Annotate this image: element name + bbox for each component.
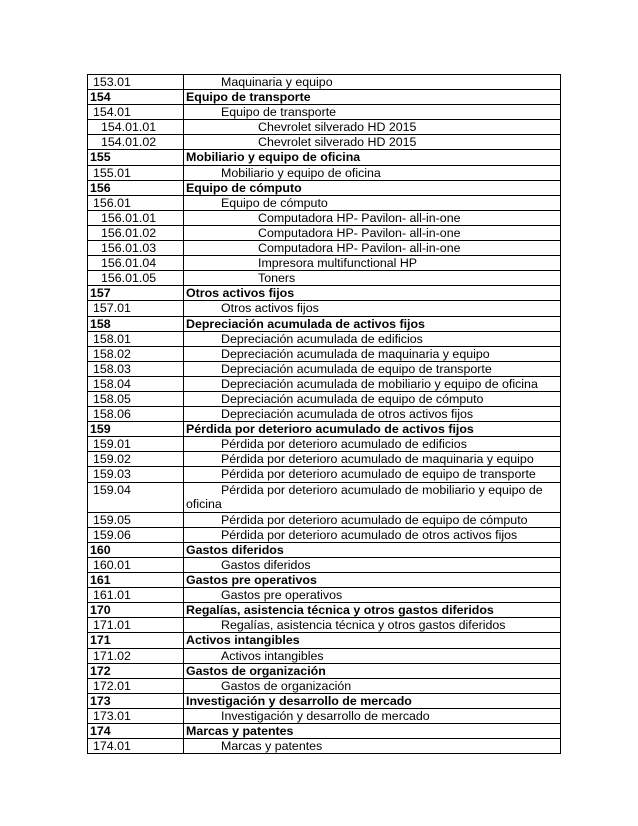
account-description-cell [184,603,561,618]
account-description-cell [184,678,561,693]
account-row [88,588,561,603]
account-code: 156.01.05 [88,271,184,286]
account-description: Computadora HP- Pavilon- all-in-one [258,210,461,225]
account-description-cell [184,693,561,708]
account-group-row [88,693,561,708]
account-description-cell [184,573,561,588]
account-description: Pérdida por deterioro acumulado de mobiliario y equipo de oficina [186,482,543,512]
account-description-cell [184,120,561,135]
account-code: 153.01 [88,75,184,90]
account-description: Mobiliario y equipo de oficina [186,150,361,165]
account-code: 155 [88,150,184,165]
account-description: Pérdida por deterioro acumulado de equipo de transporte [221,467,536,482]
account-description-cell [184,105,561,120]
account-code: 156.01.02 [88,225,184,240]
account-description-cell [184,165,561,180]
account-description-cell [184,391,561,406]
account-description: Equipo de cómputo [221,195,328,210]
account-row [88,271,561,286]
account-code: 154 [88,90,184,105]
account-code: 157 [88,286,184,301]
account-group-row [88,180,561,195]
account-description-cell [184,452,561,467]
account-description-cell [184,316,561,331]
account-description: Depreciación acumulada de mobiliario y equipo de oficina [221,376,538,391]
account-row [88,301,561,316]
account-description: Gastos de organización [186,663,326,678]
account-row [88,648,561,663]
account-description-cell [184,437,561,452]
account-code: 158.02 [88,346,184,361]
account-row [88,331,561,346]
account-description-cell [184,331,561,346]
account-description-cell [184,225,561,240]
account-description-cell [184,301,561,316]
account-group-row [88,316,561,331]
account-description: Gastos pre operativos [221,588,343,603]
account-description: Equipo de transporte [221,105,337,120]
account-description-cell [184,739,561,754]
account-description-cell [184,241,561,256]
account-description: Depreciación acumulada de maquinaria y equipo [221,346,490,361]
account-code: 170 [88,603,184,618]
account-row [88,361,561,376]
account-group-row [88,633,561,648]
account-code: 159.01 [88,437,184,452]
account-row [88,437,561,452]
account-description: Depreciación acumulada de otros activos fijos [221,407,474,422]
account-description: Depreciación acumulada de equipo de transporte [221,361,492,376]
account-description: Gastos diferidos [186,542,284,557]
account-row [88,678,561,693]
account-row [88,467,561,482]
account-description: Computadora HP- Pavilon- all-in-one [258,241,461,256]
account-group-row [88,422,561,437]
account-description-cell [184,467,561,482]
account-code: 156 [88,180,184,195]
account-description: Equipo de transporte [186,90,311,105]
account-row [88,346,561,361]
account-code: 159.04 [88,482,184,512]
account-description-cell [184,286,561,301]
account-description-cell [184,195,561,210]
account-code: 154.01.02 [88,135,184,150]
account-description-cell [184,558,561,573]
account-code: 158.04 [88,376,184,391]
account-description-cell [184,135,561,150]
account-description: Investigación y desarrollo de mercado [186,693,412,708]
account-code: 160 [88,542,184,557]
account-row [88,527,561,542]
account-description: Otros activos fijos [221,301,319,316]
account-row [88,165,561,180]
account-row [88,739,561,754]
account-description-cell [184,210,561,225]
account-row [88,75,561,90]
account-code: 158.06 [88,407,184,422]
account-row [88,105,561,120]
account-code: 157.01 [88,301,184,316]
account-description-cell [184,361,561,376]
account-code: 172.01 [88,678,184,693]
account-description: Pérdida por deterioro acumulado de edificios [221,437,467,452]
account-row [88,120,561,135]
account-description: Investigación y desarrollo de mercado [221,708,430,723]
account-code: 158.03 [88,361,184,376]
account-row [88,407,561,422]
account-description-cell [184,150,561,165]
account-description: Marcas y patentes [186,724,294,739]
account-row [88,241,561,256]
account-row [88,210,561,225]
account-code: 154.01 [88,105,184,120]
account-row [88,512,561,527]
account-description: Maquinaria y equipo [221,75,333,89]
account-description-cell [184,90,561,105]
account-code: 171 [88,633,184,648]
account-description-cell [184,633,561,648]
account-code: 156.01 [88,195,184,210]
account-code: 161.01 [88,588,184,603]
account-description: Impresora multifunctional HP [258,256,418,271]
account-description-cell [184,588,561,603]
account-description-cell [184,482,561,512]
account-description: Pérdida por deterioro acumulado de equipo de cómputo [221,512,528,527]
account-description: Depreciación acumulada de activos fijos [186,316,425,331]
account-description-cell [184,376,561,391]
account-description: Marcas y patentes [221,739,323,754]
account-row [88,391,561,406]
account-description: Gastos pre operativos [186,573,317,588]
account-group-row [88,542,561,557]
account-group-row [88,603,561,618]
account-code: 173 [88,693,184,708]
account-row [88,482,561,512]
account-code: 159.06 [88,527,184,542]
account-code: 156.01.01 [88,210,184,225]
account-code: 159.02 [88,452,184,467]
account-description: Gastos diferidos [221,558,311,572]
account-code: 155.01 [88,165,184,180]
chart-of-accounts-table [87,74,561,754]
account-code: 173.01 [88,708,184,723]
account-code: 161 [88,573,184,588]
account-description: Depreciación acumulada de equipo de cómputo [221,391,484,406]
account-description-cell [184,542,561,557]
account-description-cell [184,256,561,271]
account-code: 174.01 [88,739,184,754]
account-group-row [88,150,561,165]
account-description-cell [184,422,561,437]
account-description-cell [184,346,561,361]
account-row [88,256,561,271]
account-code: 159.03 [88,467,184,482]
account-group-row [88,286,561,301]
account-description: Mobiliario y equipo de oficina [221,165,381,180]
account-code: 158.01 [88,331,184,346]
account-code: 156.01.03 [88,241,184,256]
account-row [88,376,561,391]
account-description-cell [184,512,561,527]
account-description-cell [184,724,561,739]
account-description: Regalías, asistencia técnica y otros gastos diferidos [221,618,506,633]
account-description: Activos intangibles [221,648,324,663]
account-description: Pérdida por deterioro acumulado de activos fijos [186,422,474,437]
account-code: 154.01.01 [88,120,184,135]
account-code: 174 [88,724,184,739]
account-description-cell [184,663,561,678]
account-description: Pérdida por deterioro acumulado de otros activos fijos [221,527,518,542]
account-description-cell [184,708,561,723]
account-description: Gastos de organización [221,678,352,693]
account-code: 158.05 [88,391,184,406]
account-description: Toners [258,271,296,286]
account-description: Equipo de cómputo [186,180,302,195]
account-description-cell [184,618,561,633]
account-code: 171.02 [88,648,184,663]
account-description-cell [184,527,561,542]
account-group-row [88,90,561,105]
account-description: Activos intangibles [186,633,300,648]
account-code: 159 [88,422,184,437]
account-row [88,135,561,150]
account-description: Computadora HP- Pavilon- all-in-one [258,225,461,240]
account-code: 171.01 [88,618,184,633]
account-description: Depreciación acumulada de edificios [221,331,423,346]
account-description: Chevrolet silverado HD 2015 [258,135,417,150]
account-row [88,225,561,240]
account-row [88,452,561,467]
account-group-row [88,573,561,588]
account-code: 172 [88,663,184,678]
account-description-cell [184,180,561,195]
account-row [88,558,561,573]
account-row [88,708,561,723]
account-description-cell [184,75,561,90]
account-group-row [88,724,561,739]
account-row [88,195,561,210]
account-description: Otros activos fijos [186,286,295,301]
account-description-cell [184,407,561,422]
account-description: Pérdida por deterioro acumulado de maquinaria y equipo [221,452,534,467]
account-description-cell [184,648,561,663]
account-description: Chevrolet silverado HD 2015 [258,120,417,135]
account-code: 160.01 [88,558,184,573]
account-group-row [88,663,561,678]
accounts-table-body [88,75,561,754]
account-code: 159.05 [88,512,184,527]
account-description: Regalías, asistencia técnica y otros gastos diferidos [186,603,494,618]
account-row [88,618,561,633]
account-description-cell [184,271,561,286]
account-code: 158 [88,316,184,331]
account-code: 156.01.04 [88,256,184,271]
